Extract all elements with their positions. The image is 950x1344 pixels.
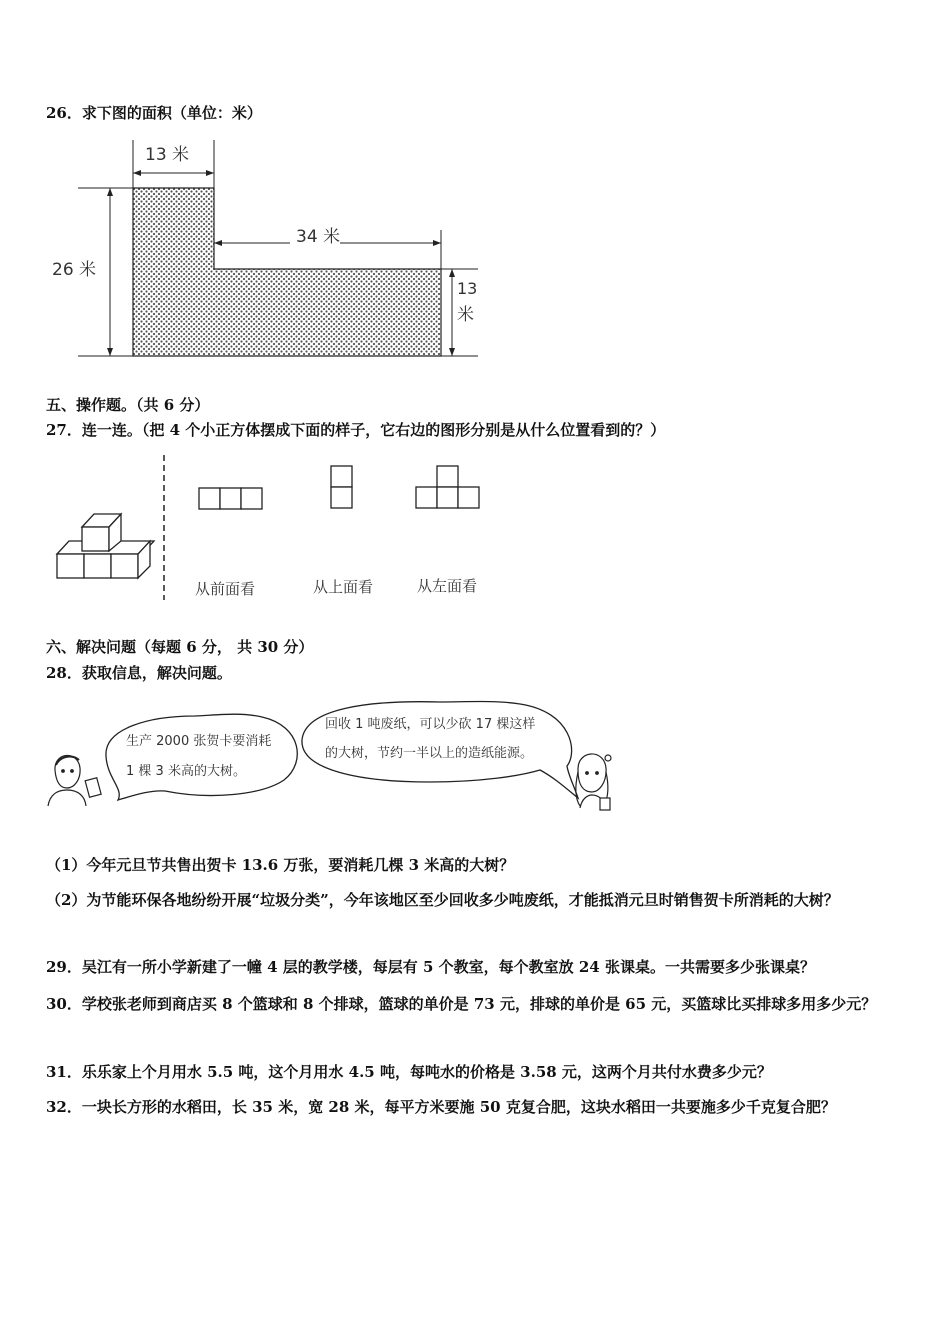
q28-title: 28．获取信息，解决问题。 bbox=[46, 664, 232, 682]
section6-title: 六、解决问题（每题 6 分， 共 30 分） bbox=[46, 638, 314, 656]
q26-title: 26．求下图的面积（单位：米） bbox=[46, 104, 262, 122]
bubble-left bbox=[106, 714, 297, 800]
section5-title: 五、操作题。（共 6 分） bbox=[46, 396, 210, 414]
q32: 32．一块长方形的水稻田，长 35 米，宽 28 米，每平方米要施 50 克复合肥，这块水稻田一共要施多少千克复合肥？ bbox=[46, 1098, 836, 1116]
q29: 29．吴江有一所小学新建了一幢 4 层的教学楼，每层有 5 个教室，每个教室放 24 张课桌。一共需要多少张课桌？ bbox=[46, 958, 815, 976]
bubble-right-line1: 回收 1 吨废纸，可以少砍 17 棵这样 bbox=[325, 717, 536, 732]
q28-sub2: （2）为节能环保各地纷纷开展“垃圾分类”，今年该地区至少回收多少吨废纸，才能抵消元旦时销售贺卡所消耗的大树？ bbox=[46, 891, 839, 909]
label-top: 13 米 bbox=[145, 145, 190, 165]
view-label-front: 从前面看 bbox=[195, 580, 256, 598]
label-right-unit: 米 bbox=[457, 305, 474, 325]
q27-title: 27．连一连。（把 4 个小正方体摆成下面的样子，它右边的图形分别是从什么位置看到的？） bbox=[46, 421, 666, 439]
q31: 31．乐乐家上个月用水 5.5 吨，这个月用水 4.5 吨，每吨水的价格是 3.58 元，这两个月共付水费多少元？ bbox=[46, 1063, 772, 1081]
bubble-left-line2: 1 棵 3 米高的大树。 bbox=[126, 764, 246, 779]
q30: 30．学校张老师到商店买 8 个篮球和 8 个排球，篮球的单价是 73 元，排球的单价是 65 元，买篮球比买排球多用多少元？ bbox=[46, 995, 877, 1013]
bubble-left-line1: 生产 2000 张贺卡要消耗 bbox=[126, 734, 272, 749]
view-label-left: 从左面看 bbox=[417, 577, 478, 595]
bubble-right-line2: 的大树，节约一半以上的造纸能源。 bbox=[325, 746, 534, 761]
man-figure bbox=[48, 755, 101, 806]
label-right-num: 13 bbox=[457, 279, 478, 298]
view-label-top: 从上面看 bbox=[313, 578, 374, 596]
label-middle: 34 米 bbox=[296, 227, 341, 247]
label-left: 26 米 bbox=[52, 260, 97, 280]
girl-figure bbox=[576, 754, 611, 810]
q28-sub1: （1）今年元旦节共售出贺卡 13.6 万张，要消耗几棵 3 米高的大树？ bbox=[46, 856, 515, 874]
